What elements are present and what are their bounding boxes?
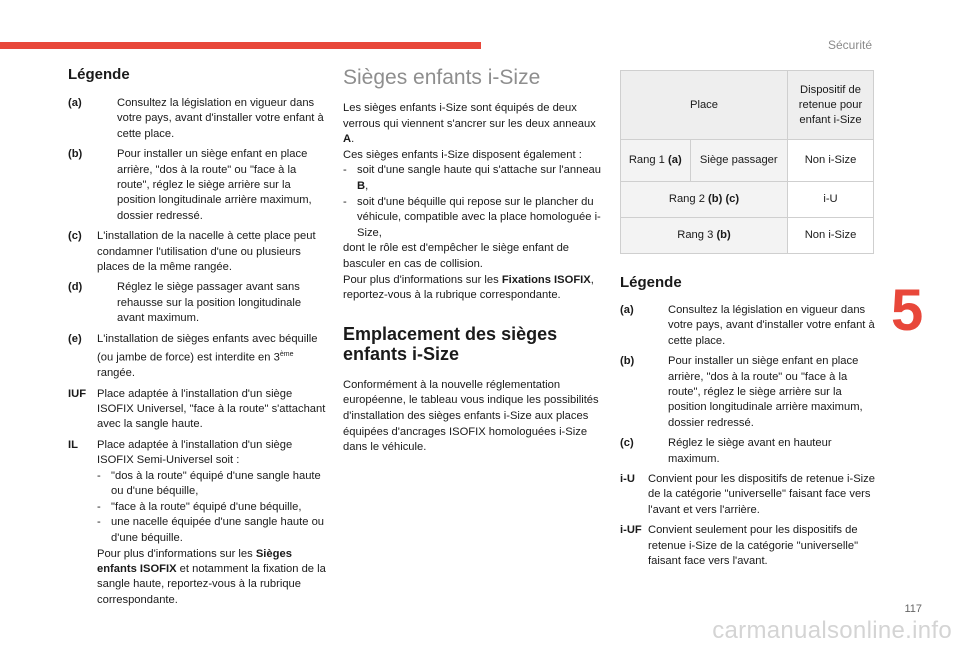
isize-intro: Les sièges enfants i-Size sont équipés de deux verrous qui viennent s'ancrer sur les deux anneaux A.	[343, 102, 596, 146]
left-legend	[68, 66, 330, 613]
legend-text: Consultez la législation en vigueur dans votre pays, avant d'installer votre enfant à cette place.	[668, 304, 875, 347]
legend-text: Convient seulement pour les dispositifs de retenue i-Size de la catégorie "universelle" faisant face vers l'avant.	[648, 524, 859, 568]
legend-item-iuf	[620, 523, 875, 569]
table-header-row	[621, 71, 874, 140]
list-item: - "face à la route" équipé d'une béquille,	[97, 500, 302, 513]
legend-text: Réglez le siège passager avant sans rehausse sur la position longitudinale avant maximum.	[117, 281, 302, 325]
legend-text: Pour installer un siège enfant en place arrière, "dos à la route" ou "face à la route", réglez le siège arrière sur la position longitudinale arrière maximum, dossier redressé.	[117, 148, 312, 222]
section-title: Sécurité	[827, 38, 872, 52]
isize-line2: Ces sièges enfants i-Size disposent également :	[343, 148, 582, 161]
legend-text: Convient pour les dispositifs de retenue i-Size de la catégorie "universelle" faisant face vers l'avant et vers l'arrière.	[648, 473, 875, 516]
header-accent-bar	[0, 42, 481, 49]
table-row	[621, 140, 874, 182]
legend-item-iuf	[68, 387, 330, 433]
legend-key: (c)	[620, 437, 634, 450]
isize-title: Sièges enfants i-Size	[343, 66, 541, 89]
row-label: Rang 2 (b) (c)	[621, 182, 788, 218]
isize-placement-table	[620, 70, 874, 254]
legend-text: L'installation de sièges enfants avec béquille (ou jambe de force) est interdite en 3ème rangée.	[97, 332, 318, 380]
list-item: - soit d'une béquille qui repose sur le plancher du véhicule, compatible avec la place homologuée i-Size,	[343, 195, 601, 239]
header-place: Place	[621, 71, 788, 140]
row-value: Non i-Size	[788, 218, 874, 254]
legend-item-d	[68, 280, 330, 326]
legend-key: (b)	[620, 355, 635, 368]
legend-item-b	[68, 147, 330, 224]
bullet-icon	[648, 303, 668, 349]
row-sub-label: Siège passager	[690, 140, 787, 182]
row-label: Rang 1 (a)	[621, 140, 691, 182]
legend-key: (c)	[68, 230, 82, 243]
legend-text: L'installation de la nacelle à cette place peut condamner l'utilisation d'une ou plusieurs places de la même rangée.	[97, 230, 316, 274]
row-value: Non i-Size	[788, 140, 874, 182]
legend-text: Consultez la législation en vigueur dans votre pays, avant d'installer votre enfant à cette place.	[117, 97, 324, 140]
legend-key: IUF	[68, 387, 87, 400]
isize-more-info: Pour plus d'informations sur les Fixations ISOFIX, reportez-vous à la rubrique correspondante.	[343, 273, 594, 302]
legend-text: Place adaptée à l'installation d'un siège ISOFIX Semi-Universel soit : - "dos à la route" équipé d'une sangle haute ou d'une béquille, - "face à la route" équipé d'une béquille, - une nacelle équipée d'une sangle haute ou d'une béquille. Pour plus d'informations sur les Sièges enfants ISOFIX et notamment la fixation de la sangle haute, reportez-vous à la rubrique correspondante.	[97, 438, 330, 608]
isize-line3: dont le rôle est d'empêcher le siège enfant de basculer en cas de collision.	[343, 242, 570, 270]
bullet-icon	[97, 280, 117, 326]
legend-key: i-U	[620, 473, 635, 486]
legend-item-e	[68, 332, 330, 382]
legend-key: (a)	[68, 97, 82, 109]
legend-key: (b)	[68, 148, 83, 161]
legend-key: (d)	[68, 281, 83, 294]
list-item: - soit d'une sangle haute qui s'attache sur l'anneau B,	[343, 164, 602, 192]
legend-text: Place adaptée à l'installation d'un siège ISOFIX Universel, "face à la route" s'attachant avec la sangle haute.	[97, 387, 326, 431]
legend-heading: Légende	[68, 66, 130, 83]
legend-heading: Légende	[620, 274, 682, 291]
legend-key: (a)	[620, 304, 634, 316]
row-label: Rang 3 (b)	[621, 218, 788, 254]
legend-item-c	[620, 436, 875, 467]
table-row	[621, 218, 874, 254]
legend-text: Réglez le siège avant en hauteur maximum.	[668, 437, 832, 465]
right-column	[620, 70, 875, 575]
legend-item-iu	[620, 472, 875, 518]
legend-item-c	[68, 229, 330, 275]
bullet-icon	[97, 147, 117, 224]
page-number: 117	[904, 603, 922, 615]
header-device: Dispositif de retenue pour enfant i-Size	[788, 71, 874, 140]
bullet-icon	[97, 96, 117, 142]
bullet-icon	[648, 354, 668, 431]
legend-key: i-UF	[620, 524, 642, 537]
legend-item-il	[68, 438, 330, 608]
bullet-icon	[648, 436, 668, 467]
placement-text: Conformément à la nouvelle réglementation européenne, le tableau vous indique les possibilités d'installation des sièges enfants i-Size aux places équipées d'ancrages ISOFIX homologuées i-Size dans le véhicule.	[343, 378, 599, 454]
legend-key: IL	[68, 438, 78, 451]
list-item: - "dos à la route" équipé d'une sangle haute ou d'une béquille,	[97, 469, 321, 498]
legend-item-b	[620, 354, 875, 431]
placement-title: Emplacement des sièges enfants i-Size	[343, 323, 558, 364]
chapter-number: 5	[891, 278, 924, 343]
legend-key: (e)	[68, 332, 82, 345]
row-value: i-U	[788, 182, 874, 218]
legend-text: Pour installer un siège enfant en place arrière, "dos à la route" ou "face à la route", réglez le siège arrière sur la position longitudinale arrière maximum, dossier redressé.	[668, 355, 863, 429]
legend-item-a	[620, 303, 875, 349]
list-item: - une nacelle équipée d'une sangle haute ou d'une béquille.	[97, 516, 325, 545]
isize-section	[343, 66, 603, 456]
table-row	[621, 182, 874, 218]
legend-item-a	[68, 96, 330, 142]
watermark: carmanualsonline.info	[712, 617, 952, 644]
